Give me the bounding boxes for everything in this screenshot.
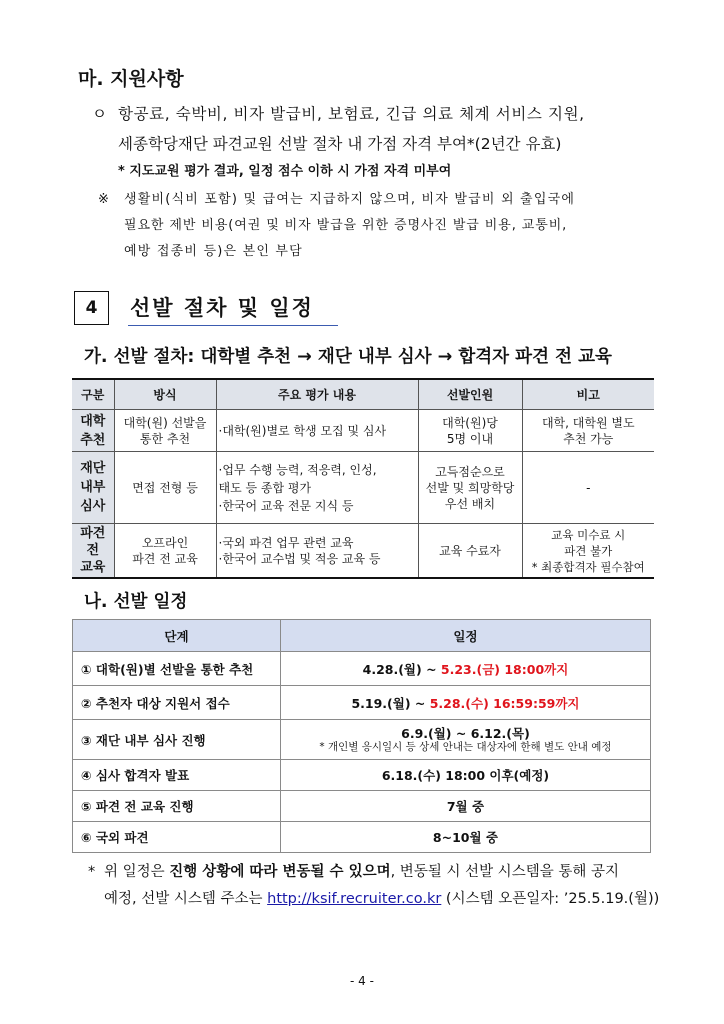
reference-line-2: 필요한 제반 비용(여권 및 비자 발급을 위한 증명사진 발급 비용, 교통비,	[124, 218, 568, 233]
section-title-support: 마. 지원사항	[78, 68, 184, 90]
stage-label: ② 추천자 대상 지원서 접수	[73, 686, 281, 720]
bullet-mark: ㅇ	[92, 105, 107, 123]
table-row	[73, 686, 651, 720]
date-range: 6.9.(월) ~ 6.12.(목)	[401, 725, 530, 741]
subtitle-procedure: 가. 선발 절차: 대학별 추천 → 재단 내부 심사 → 합격자 파견 전 교육	[84, 347, 612, 367]
table-row	[72, 452, 654, 524]
table-row	[73, 720, 651, 760]
stage-label: ⑥ 국외 파견	[73, 822, 281, 853]
reference-mark: ※	[98, 192, 109, 207]
row-category: 재단 내부 심사	[72, 452, 114, 524]
header-count: 선발인원	[418, 379, 522, 410]
row-category: 대학 추천	[72, 410, 114, 452]
stage-label: ④ 심사 합격자 발표	[73, 760, 281, 791]
header-category: 구분	[72, 379, 114, 410]
schedule-date: 8~10월 중	[280, 822, 650, 853]
section-title-underline	[128, 325, 338, 326]
row-content: ·업무 수행 능력, 적응력, 인성, 태도 등 종합 평가 ·한국어 교육 전문 지식 등	[216, 452, 418, 524]
header-schedule: 일정	[280, 620, 650, 652]
schedule-date: 7월 중	[280, 791, 650, 822]
stage-label: ⑤ 파견 전 교육 진행	[73, 791, 281, 822]
date-deadline: 5.28.(수) 16:59:59까지	[429, 695, 580, 711]
schedule-date	[280, 720, 650, 760]
row-content: ·국외 파견 업무 관련 교육 ·한국어 교수법 및 적응 교육 등	[216, 524, 418, 579]
table-row	[73, 652, 651, 686]
footnote-star: *	[88, 864, 96, 880]
table-header-row	[73, 620, 651, 652]
row-count: 교육 수료자	[418, 524, 522, 579]
date-start: 5.19.(월) ~	[351, 695, 430, 711]
row-count: 고득점순으로 선발 및 희망학당 우선 배치	[418, 452, 522, 524]
support-line-1: 항공료, 숙박비, 비자 발급비, 보험료, 긴급 의료 체계 서비스 지원,	[118, 105, 585, 123]
stage-label: ① 대학(원)별 선발을 통한 추천	[73, 652, 281, 686]
header-stage: 단계	[73, 620, 281, 652]
reference-line-1: 생활비(식비 포함) 및 급여는 지급하지 않으며, 비자 발급비 외 출입국에	[124, 192, 576, 207]
row-count: 대학(원)당 5명 이내	[418, 410, 522, 452]
subtitle-schedule: 나. 선발 일정	[84, 592, 188, 612]
section-number-box: 4	[74, 291, 109, 325]
schedule-date	[280, 686, 650, 720]
row-method: 오프라인 파견 전 교육	[114, 524, 216, 579]
schedule-table	[72, 619, 651, 853]
section-title-selection: 선발 절차 및 일정	[130, 296, 314, 320]
system-link[interactable]: http://ksif.recruiter.co.kr	[267, 891, 442, 907]
footnote-pre: 위 일정은	[104, 864, 170, 880]
procedure-table	[72, 378, 654, 579]
table-row	[72, 410, 654, 452]
stage-label: ③ 재단 내부 심사 진행	[73, 720, 281, 760]
footnote-line2-post: (시스템 오픈일자: ’25.5.19.(월))	[441, 891, 660, 907]
row-note: -	[522, 452, 654, 524]
footnote-line-1	[104, 860, 619, 884]
schedule-note: * 개인별 응시일시 등 상세 안내는 대상자에 한해 별도 안내 예정	[319, 740, 612, 753]
header-method: 방식	[114, 379, 216, 410]
row-method: 대학(원) 선발을 통한 추천	[114, 410, 216, 452]
footnote-line2-pre: 예정, 선발 시스템 주소는	[104, 891, 268, 907]
header-content: 주요 평가 내용	[216, 379, 418, 410]
row-method: 면접 전형 등	[114, 452, 216, 524]
header-note: 비고	[522, 379, 654, 410]
table-row	[73, 791, 651, 822]
row-category: 파견 전 교육	[72, 524, 114, 579]
support-line-2: 세종학당재단 파견교원 선발 절차 내 가점 자격 부여*(2년간 유효)	[118, 135, 562, 153]
date-start: 4.28.(월) ~	[362, 661, 441, 677]
footnote-line-2	[104, 887, 659, 911]
schedule-date: 6.18.(수) 18:00 이후(예정)	[280, 760, 650, 791]
row-content: ·대학(원)별로 학생 모집 및 심사	[216, 410, 418, 452]
schedule-date	[280, 652, 650, 686]
table-row	[72, 524, 654, 579]
table-row	[73, 760, 651, 791]
row-note: 교육 미수료 시 파견 불가 * 최종합격자 필수참여	[522, 524, 654, 579]
star-note: * 지도교원 평가 결과, 일정 점수 이하 시 가점 자격 미부여	[118, 164, 452, 179]
row-note: 대학, 대학원 별도 추천 가능	[522, 410, 654, 452]
table-header-row	[72, 379, 654, 410]
footnote-post: , 변동될 시 선발 시스템을 통해 공지	[390, 864, 619, 880]
footnote-bold: 진행 상황에 따라 변동될 수 있으며	[169, 864, 391, 880]
table-row	[73, 822, 651, 853]
page-number: - 4 -	[350, 974, 374, 988]
date-deadline: 5.23.(금) 18:00까지	[440, 661, 569, 677]
reference-line-3: 예방 접종비 등)은 본인 부담	[124, 244, 303, 259]
